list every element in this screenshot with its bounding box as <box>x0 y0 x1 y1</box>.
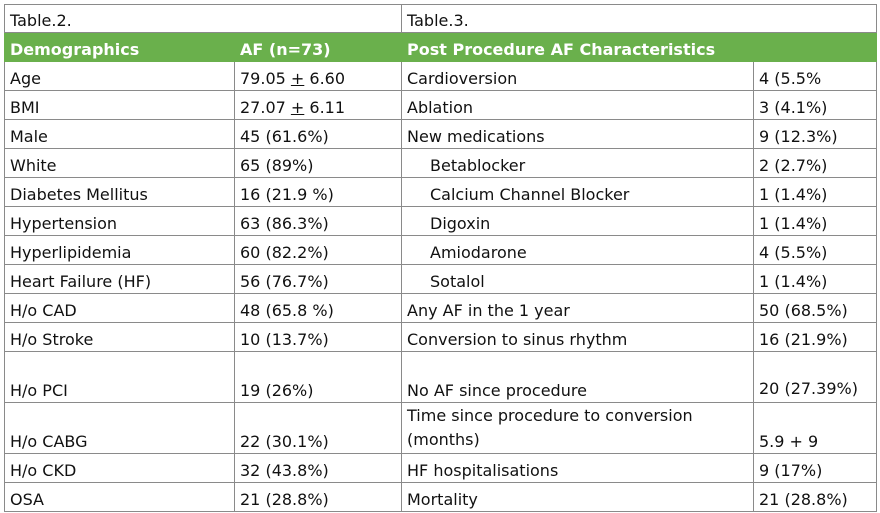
table-row <box>5 454 877 483</box>
row-label: Mortality <box>402 483 754 512</box>
table-row <box>5 352 877 403</box>
row-label: Cardioversion <box>402 62 754 91</box>
row-label: Calcium Channel Blocker <box>402 178 754 207</box>
table-row <box>5 178 877 207</box>
row-label: BMI <box>5 91 235 120</box>
row-label: Male <box>5 120 235 149</box>
table-row <box>5 483 877 512</box>
row-label: HF hospitalisations <box>402 454 754 483</box>
table-row <box>5 207 877 236</box>
header-row <box>5 33 877 62</box>
row-value: 1 (1.4%) <box>754 207 877 236</box>
row-label: No AF since procedure <box>402 352 754 403</box>
row-value: 9 (17%) <box>754 454 877 483</box>
table-row <box>5 265 877 294</box>
table-row <box>5 294 877 323</box>
row-label: H/o CAD <box>5 294 235 323</box>
row-label: Digoxin <box>402 207 754 236</box>
row-value: 50 (68.5%) <box>754 294 877 323</box>
row-value: 3 (4.1%) <box>754 91 877 120</box>
row-value: 5.9 + 9 <box>754 403 877 454</box>
table-row <box>5 120 877 149</box>
row-value: 16 (21.9 %) <box>235 178 402 207</box>
row-label: Hyperlipidemia <box>5 236 235 265</box>
row-label: Heart Failure (HF) <box>5 265 235 294</box>
row-value: 10 (13.7%) <box>235 323 402 352</box>
row-value: 56 (76.7%) <box>235 265 402 294</box>
row-value: 48 (65.8 %) <box>235 294 402 323</box>
table-row <box>5 236 877 265</box>
row-label: Conversion to sinus rhythm <box>402 323 754 352</box>
row-value: 19 (26%) <box>235 352 402 403</box>
caption-row <box>5 5 877 33</box>
header-demographics: Demographics <box>5 33 235 62</box>
row-value: 21 (28.8%) <box>754 483 877 512</box>
row-label: White <box>5 149 235 178</box>
table-row <box>5 62 877 91</box>
table3-caption: Table.3. <box>402 5 877 33</box>
row-value: 32 (43.8%) <box>235 454 402 483</box>
row-label: Age <box>5 62 235 91</box>
row-value: 2 (2.7%) <box>754 149 877 178</box>
row-value: 45 (61.6%) <box>235 120 402 149</box>
row-label: Sotalol <box>402 265 754 294</box>
row-label: Diabetes Mellitus <box>5 178 235 207</box>
table-row <box>5 91 877 120</box>
table2-caption: Table.2. <box>5 5 402 33</box>
row-label: Amiodarone <box>402 236 754 265</box>
row-value: 79.05 + 6.60 <box>235 62 402 91</box>
row-label: OSA <box>5 483 235 512</box>
row-label: Time since procedure to conversion (months) <box>402 403 754 454</box>
row-label: Hypertension <box>5 207 235 236</box>
combined-tables <box>4 4 877 512</box>
row-value: 65 (89%) <box>235 149 402 178</box>
row-value: 4 (5.5%) <box>754 236 877 265</box>
table-row <box>5 149 877 178</box>
row-value: 1 (1.4%) <box>754 178 877 207</box>
row-value: 1 (1.4%) <box>754 265 877 294</box>
row-label: Betablocker <box>402 149 754 178</box>
header-post-procedure: Post Procedure AF Characteristics <box>402 33 877 62</box>
table-row <box>5 323 877 352</box>
row-value: 21 (28.8%) <box>235 483 402 512</box>
table-row <box>5 403 877 454</box>
row-value: 16 (21.9%) <box>754 323 877 352</box>
row-value: 63 (86.3%) <box>235 207 402 236</box>
row-label: H/o CABG <box>5 403 235 454</box>
row-label: Ablation <box>402 91 754 120</box>
row-value: 22 (30.1%) <box>235 403 402 454</box>
row-label: H/o PCI <box>5 352 235 403</box>
row-value: 27.07 + 6.11 <box>235 91 402 120</box>
row-label: New medications <box>402 120 754 149</box>
row-value: 60 (82.2%) <box>235 236 402 265</box>
row-value: 20 (27.39%) <box>754 352 877 403</box>
row-label: H/o CKD <box>5 454 235 483</box>
row-label: Any AF in the 1 year <box>402 294 754 323</box>
row-value: 4 (5.5% <box>754 62 877 91</box>
row-value: 9 (12.3%) <box>754 120 877 149</box>
row-label: H/o Stroke <box>5 323 235 352</box>
header-af-count: AF (n=73) <box>235 33 402 62</box>
